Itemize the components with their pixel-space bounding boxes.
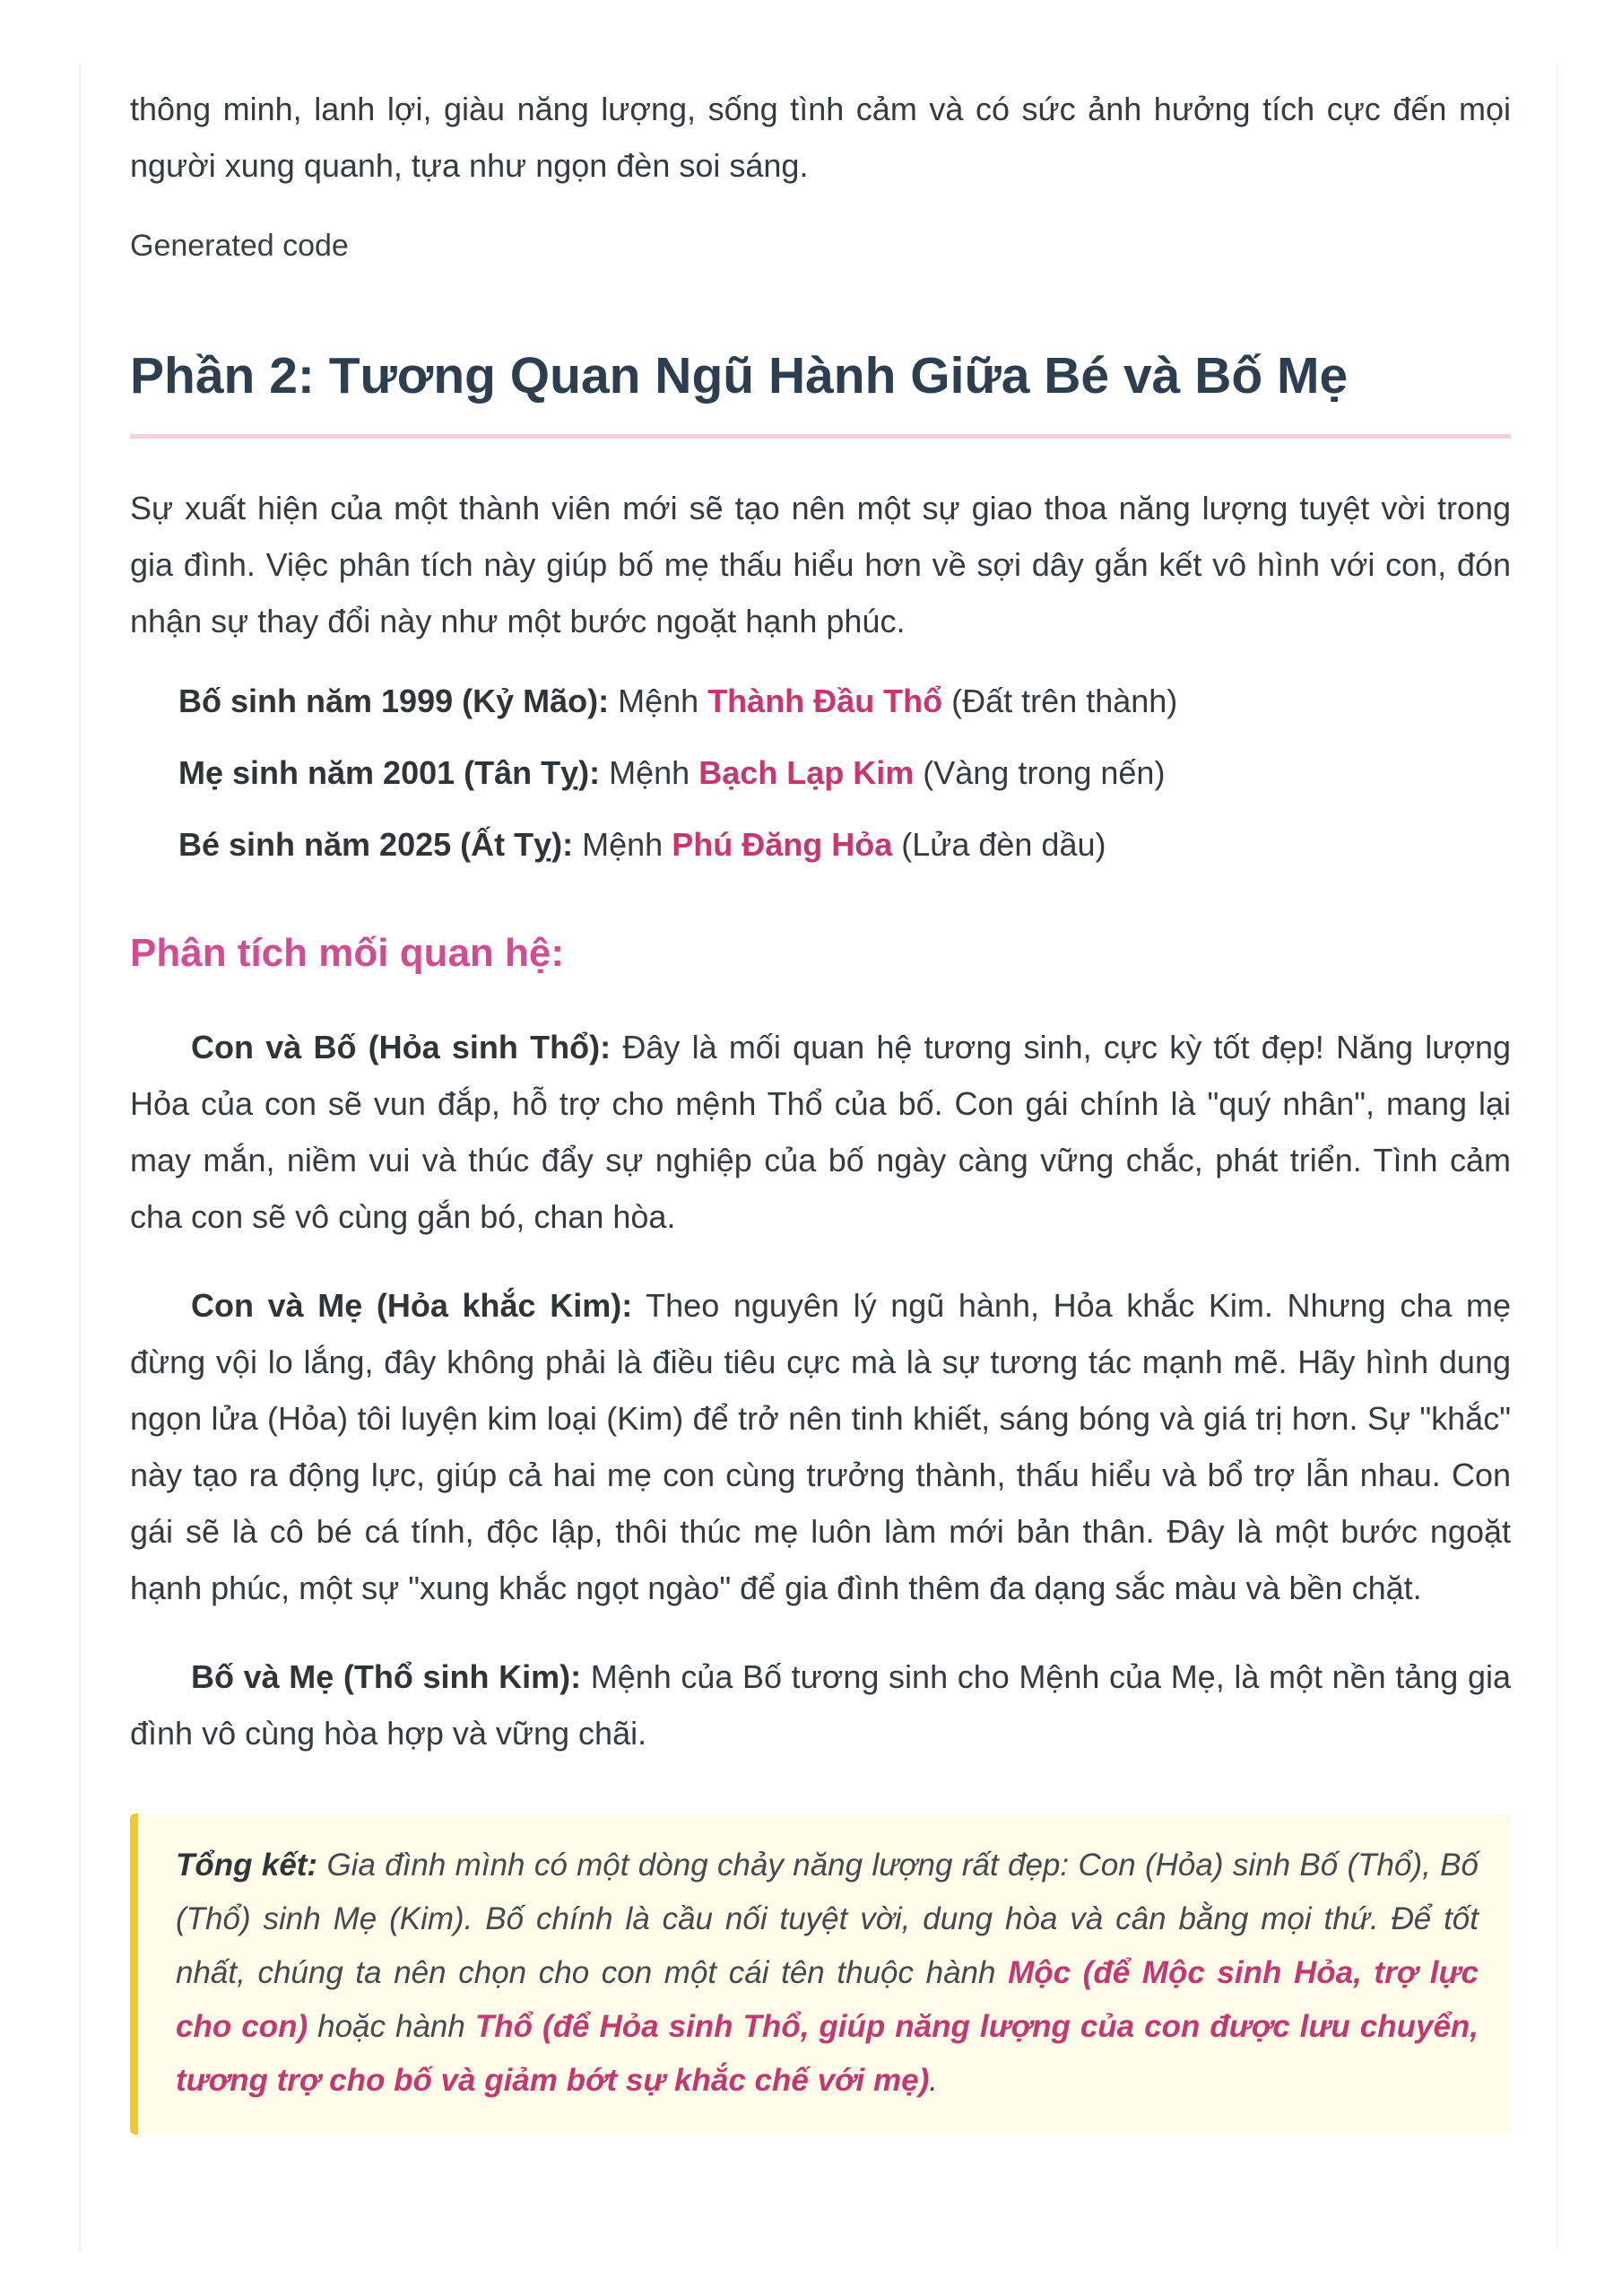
mother-menh-row [178, 737, 1511, 809]
summary-text-2: hoặc hành [317, 2009, 465, 2044]
top-paragraph-line-1: thông minh, lanh lợi, giàu năng lượng, sống tình cảm và có sức ảnh hưởng tích cực đến mọi [130, 91, 1511, 127]
relation-child-mother [130, 1277, 1511, 1616]
section-2-title: Phần 2: Tương Quan Ngũ Hành Giữa Bé và Bố Mẹ [130, 344, 1511, 439]
summary-lead: Tổng kết: [176, 1848, 318, 1883]
father-label: Bố sinh năm 1999 (Kỷ Mão): [178, 683, 610, 719]
baby-prefix: Mệnh [582, 826, 664, 863]
family-menh-list [130, 665, 1511, 881]
mother-menh: Bạch Lạp Kim [698, 754, 915, 791]
summary-highlight-tho: Thổ (để Hỏa sinh Thổ, giúp năng lượng của con được lưu chuyển, tương trợ cho bố và giảm bớt sự khắc chế với mẹ) [176, 2009, 1479, 2098]
mother-prefix: Mệnh [609, 754, 690, 791]
top-paragraph-line-2: người xung quanh, tựa như ngọn đèn soi sáng. [130, 147, 809, 184]
analysis-title: Phân tích mối quan hệ: [130, 931, 565, 975]
father-menh-row [178, 665, 1511, 737]
mother-meaning: (Vàng trong nến) [923, 754, 1166, 791]
relation-father-mother-text: Mệnh của Bố tương sinh cho Mệnh của Mẹ, là một nền tảng gia đình vô cùng hòa hợp và vững chãi. [130, 1658, 1511, 1752]
baby-menh: Phú Đăng Hỏa [672, 826, 893, 863]
relation-child-father-text: Đây là mối quan hệ tương sinh, cực kỳ tốt đẹp! Năng lượng Hỏa của con sẽ vun đắp, hỗ trợ cho mệnh Thổ của bố. Con gái chính là "quý nhân", mang lại may mắn, niềm vui và thúc đẩy sự nghiệp của bố ngày càng vững chắc, phát triển. Tình cảm cha con sẽ vô cùng gắn bó, chan hòa. [130, 1029, 1512, 1235]
relation-child-mother-label: Con và Mẹ (Hỏa khắc Kim): [191, 1287, 633, 1324]
top-paragraph [130, 81, 1511, 137]
baby-label: Bé sinh năm 2025 (Ất Tỵ): [178, 826, 574, 863]
summary-highlight-moc: Mộc (để Mộc sinh Hỏa, trợ lực cho con) [176, 1955, 1479, 2044]
mother-label: Mẹ sinh năm 2001 (Tân Tỵ): [178, 754, 601, 791]
summary-end: . [929, 2063, 938, 2098]
article-content [130, 81, 1511, 2135]
summary-text-1: Gia đình mình có một dòng chảy năng lượng rất đẹp: Con (Hỏa) sinh Bố (Thổ), Bố (Thổ) sinh Mẹ (Kim). Bố chính là cầu nối tuyệt vời, dung hòa và cân bằng mọi thứ. Để tốt nhất, chúng ta nên chọn cho con một cái tên thuộc hành [176, 1848, 1479, 1990]
relation-father-mother-label: Bố và Mẹ (Thổ sinh Kim): [191, 1658, 582, 1695]
top-paragraph-end [130, 137, 1511, 194]
baby-meaning: (Lửa đèn dầu) [901, 826, 1106, 863]
father-meaning: (Đất trên thành) [951, 683, 1178, 719]
father-menh: Thành Đầu Thổ [707, 683, 943, 719]
summary-callout [130, 1813, 1511, 2135]
code-caption: Generated code [130, 229, 349, 263]
relation-child-mother-text: Theo nguyên lý ngũ hành, Hỏa khắc Kim. Nhưng cha mẹ đừng vội lo lắng, đây không phải là điều tiêu cực mà là sự tương tác mạnh mẽ. Hãy hình dung ngọn lửa (Hỏa) tôi luyện kim loại (Kim) để trở nên tinh khiết, sáng bóng và giá trị hơn. Sự "khắc" này tạo ra động lực, giúp cả hai mẹ con cùng trưởng thành, thấu hiểu và bổ trợ lẫn nhau. Con gái sẽ là cô bé cá tính, độc lập, thôi thúc mẹ luôn làm mới bản thân. Đây là một bước ngoặt hạnh phúc, một sự "xung khắc ngọt ngào" để gia đình thêm đa dạng sắc màu và bền chặt. [130, 1287, 1511, 1606]
relation-father-mother [130, 1648, 1511, 1761]
relation-child-father-label: Con và Bố (Hỏa sinh Thổ): [191, 1029, 612, 1065]
father-prefix: Mệnh [618, 683, 699, 719]
baby-menh-row [178, 809, 1511, 881]
section-2-intro: Sự xuất hiện của một thành viên mới sẽ tạo nên một sự giao thoa năng lượng tuyệt vời trong gia đình. Việc phân tích này giúp bố mẹ thấu hiểu hơn về sợi dây gắn kết vô hình với con, đón nhận sự thay đổi này như một bước ngoặt hạnh phúc. [130, 490, 1511, 639]
relation-child-father [130, 1019, 1511, 1245]
